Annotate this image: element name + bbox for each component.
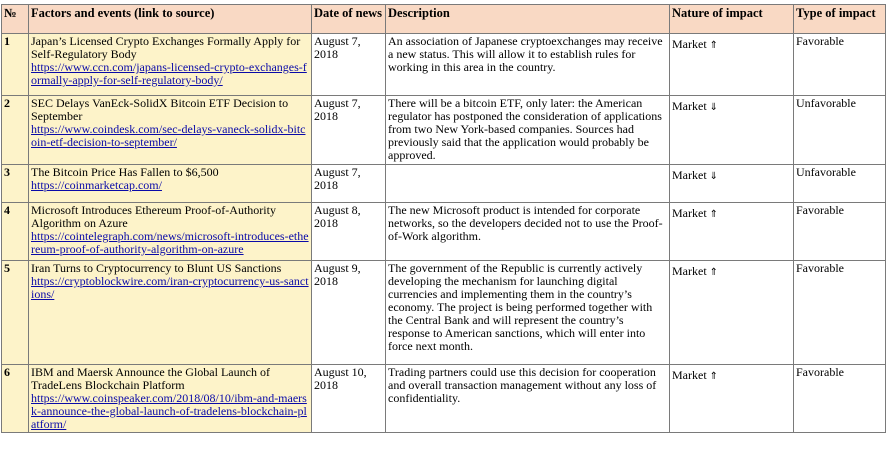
header-type-of-impact: Type of impact — [794, 5, 886, 34]
source-link[interactable]: https://www.coinspeaker.com/2018/08/10/ibm-and-maersk-announce-the-global-launch-of-tradelens-blockchain-platform/ — [31, 391, 307, 431]
impact-label: Market — [672, 37, 707, 51]
row-type: Unfavorable — [794, 165, 886, 203]
row-factor — [29, 203, 312, 261]
source-link[interactable]: https://cointelegraph.com/news/microsoft-introduces-ethereum-proof-of-authority-algorithm-on-azure — [31, 229, 309, 256]
impact-label: Market — [672, 99, 707, 113]
row-type: Favorable — [794, 261, 886, 365]
table-row — [2, 96, 886, 165]
event-title: Microsoft Introduces Ethereum Proof-of-Authority Algorithm on Azure — [31, 203, 276, 230]
table-row — [2, 261, 886, 365]
row-description — [386, 165, 670, 203]
impact-arrow-icon: ⇑ — [709, 209, 719, 220]
row-number: 4 — [2, 203, 29, 261]
row-date: August 8, 2018 — [312, 203, 386, 261]
impact-label: Market — [672, 264, 707, 278]
table-header-row — [2, 5, 886, 34]
event-title: The Bitcoin Price Has Fallen to $6,500 — [31, 165, 219, 179]
row-type: Favorable — [794, 365, 886, 433]
row-number: 6 — [2, 365, 29, 433]
crypto-events-table — [1, 4, 886, 433]
row-description: Trading partners could use this decision for cooperation and overall transaction management without any loss of confidentiality. — [386, 365, 670, 433]
impact-arrow-icon: ⇓ — [709, 102, 719, 113]
row-number: 3 — [2, 165, 29, 203]
row-type: Favorable — [794, 203, 886, 261]
row-impact — [670, 165, 794, 203]
row-impact — [670, 96, 794, 165]
impact-arrow-icon: ⇓ — [709, 171, 719, 182]
row-impact — [670, 365, 794, 433]
row-description: The government of the Republic is currently actively developing the mechanism for launching digital currencies and implementing them in the country’s economy. The project is being performed together with the Central Bank and will represent the country’s response to American sanctions, which will enter into force next month. — [386, 261, 670, 365]
impact-arrow-icon: ⇑ — [709, 267, 719, 278]
row-number: 2 — [2, 96, 29, 165]
source-link[interactable]: https://coinmarketcap.com/ — [31, 178, 162, 192]
row-number: 1 — [2, 34, 29, 96]
row-description: An association of Japanese cryptoexchanges may receive a new status. This will allow it to establish rules for working in this area in the country. — [386, 34, 670, 96]
row-factor — [29, 365, 312, 433]
row-factor — [29, 165, 312, 203]
source-link[interactable]: https://www.ccn.com/japans-licensed-crypto-exchanges-formally-apply-for-self-regulatory-body/ — [31, 60, 307, 87]
header-number: № — [2, 5, 29, 34]
row-date: August 9, 2018 — [312, 261, 386, 365]
row-type: Unfavorable — [794, 96, 886, 165]
source-link[interactable]: https://cryptoblockwire.com/iran-cryptocurrency-us-sanctions/ — [31, 274, 309, 301]
row-factor — [29, 96, 312, 165]
table-row — [2, 34, 886, 96]
row-date: August 7, 2018 — [312, 96, 386, 165]
header-description: Description — [386, 5, 670, 34]
table-row — [2, 365, 886, 433]
row-date: August 7, 2018 — [312, 34, 386, 96]
impact-label: Market — [672, 368, 707, 382]
event-title: Iran Turns to Cryptocurrency to Blunt US Sanctions — [31, 261, 282, 275]
source-link[interactable]: https://www.coindesk.com/sec-delays-vaneck-solidx-bitcoin-etf-decision-to-september/ — [31, 122, 306, 149]
event-title: IBM and Maersk Announce the Global Launch of TradeLens Blockchain Platform — [31, 365, 270, 392]
table-row — [2, 203, 886, 261]
row-number: 5 — [2, 261, 29, 365]
table-row — [2, 165, 886, 203]
row-description: The new Microsoft product is intended for corporate networks, so the developers decided not to use the Proof-of-Work algorithm. — [386, 203, 670, 261]
header-factors: Factors and events (link to source) — [29, 5, 312, 34]
event-title: SEC Delays VanEck-SolidX Bitcoin ETF Decision to September — [31, 96, 289, 123]
row-factor — [29, 34, 312, 96]
row-type: Favorable — [794, 34, 886, 96]
impact-arrow-icon: ⇑ — [709, 40, 719, 51]
row-date: August 10, 2018 — [312, 365, 386, 433]
row-impact — [670, 261, 794, 365]
row-date: August 7, 2018 — [312, 165, 386, 203]
row-impact — [670, 34, 794, 96]
impact-label: Market — [672, 168, 707, 182]
impact-label: Market — [672, 206, 707, 220]
header-nature-of-impact: Nature of impact — [670, 5, 794, 34]
event-title: Japan’s Licensed Crypto Exchanges Formally Apply for Self-Regulatory Body — [31, 34, 301, 61]
impact-arrow-icon: ⇑ — [709, 371, 719, 382]
header-date: Date of news — [312, 5, 386, 34]
row-factor — [29, 261, 312, 365]
row-description: There will be a bitcoin ETF, only later: the American regulator has postponed the consideration of applications from two New York-based companies. Sources had previously said that the application would probably be approved. — [386, 96, 670, 165]
row-impact — [670, 203, 794, 261]
